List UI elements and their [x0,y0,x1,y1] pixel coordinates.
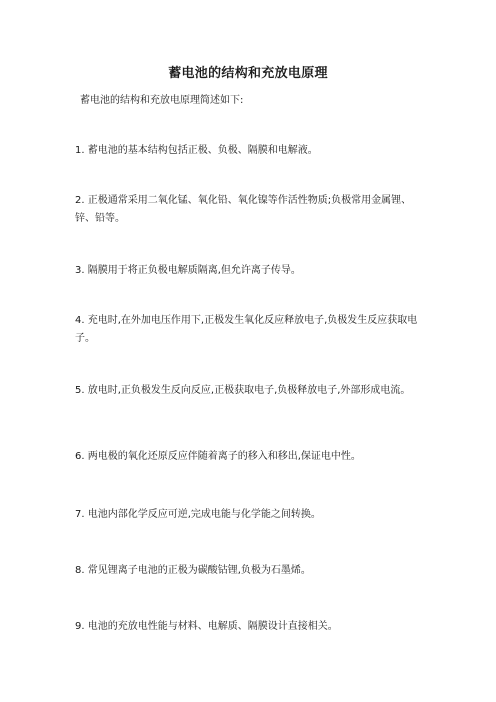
list-item-3: 3. 隔膜用于将正负极电解质隔离,但允许离子传导。 [75,265,301,276]
list-item-1: 1. 蓄电池的基本结构包括正极、负极、隔膜和电解液。 [75,145,318,156]
list-item-7: 7. 电池内部化学反应可逆,完成电能与化学能之间转换。 [75,509,321,520]
list-item-9: 9. 电池的充放电性能与材料、电解质、隔膜设计直接相关。 [75,621,338,632]
list-item-2: 2. 正极通常采用二氧化锰、氧化铅、氧化镍等作活性物质;负极常用金属锂、锌、铅等。 [75,195,412,224]
list-item-8: 8. 常见锂离子电池的正极为碳酸钴锂,负极为石墨烯。 [75,565,311,576]
list-item-4: 4. 充电时,在外加电压作用下,正极发生氧化反应释放电子,负极发生反应获取电子。 [75,315,418,344]
list-item-5: 5. 放电时,正负极发生反向反应,正极获取电子,负极释放电子,外部形成电流。 [75,385,411,396]
intro-paragraph: 蓄电池的结构和充放电原理简述如下: [80,95,244,106]
document-title: 蓄电池的结构和充放电原理 [168,66,328,81]
list-item-6: 6. 两电极的氧化还原反应伴随着离子的移入和移出,保证电中性。 [75,451,361,462]
